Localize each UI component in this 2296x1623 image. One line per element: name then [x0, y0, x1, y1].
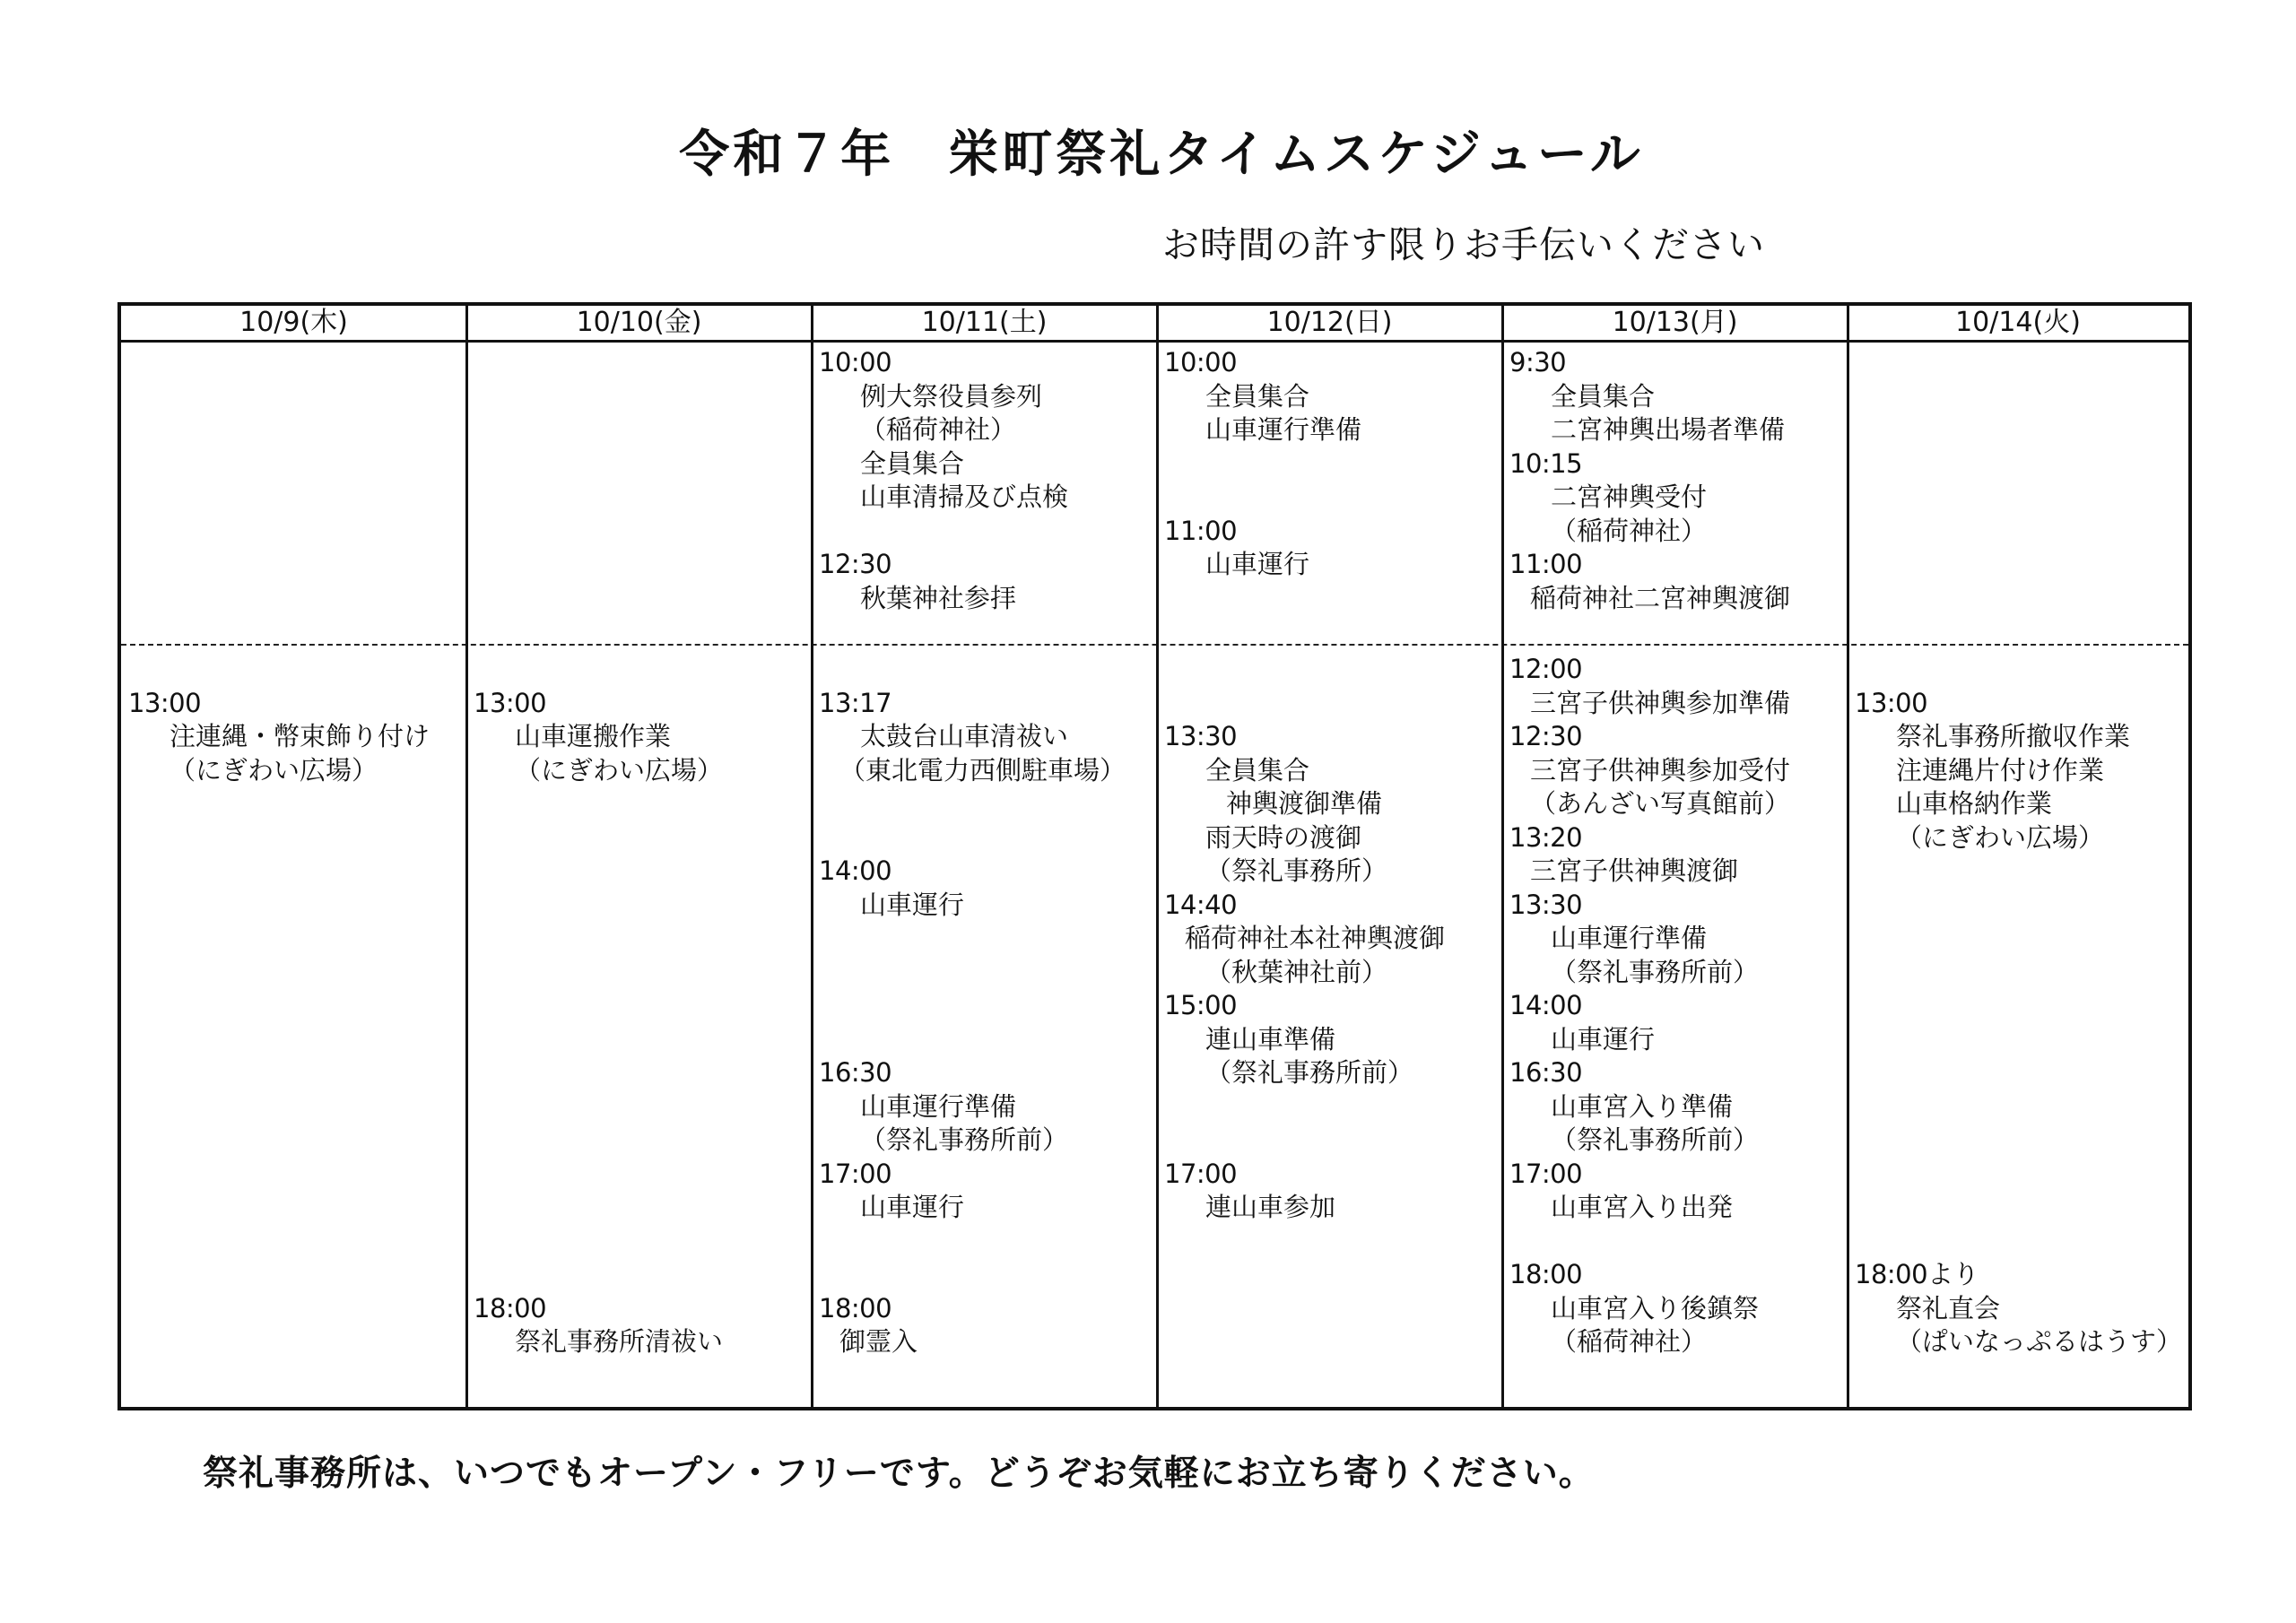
schedule-table	[117, 302, 2192, 1410]
event-text: （にぎわい広場）	[1896, 821, 2105, 853]
day-header: 10/13(月)	[1612, 307, 1738, 338]
event-time: 10:00	[819, 347, 892, 378]
event-text: 太鼓台山車清祓い	[860, 721, 1069, 751]
event-time: 18:00	[474, 1292, 547, 1324]
event-text: 全員集合	[860, 447, 965, 479]
event-text: 注連縄片付け作業	[1896, 754, 2105, 785]
column-divider	[465, 306, 468, 1407]
event-text: 山車清掃及び点検	[860, 482, 1069, 512]
event-time: 9:30	[1509, 347, 1567, 378]
event-text: （にぎわい広場）	[515, 754, 724, 785]
event-text: （にぎわい広場）	[170, 754, 378, 785]
event-text: 稲荷神社本社神輿渡御	[1185, 923, 1446, 953]
event-time: 16:30	[1509, 1057, 1583, 1088]
page-title: 令和７年 栄町祭礼タイムスケジュール	[679, 126, 1644, 184]
event-time: 10:15	[1509, 447, 1583, 479]
column-divider	[1501, 306, 1504, 1407]
event-text: 山車宮入り準備	[1551, 1090, 1734, 1122]
footer-note: 祭礼事務所は、いつでもオープン・フリーです。どうぞお気軽にお立ち寄りください。	[203, 1454, 1595, 1494]
event-text: 三宮子供神輿参加準備	[1530, 687, 1791, 718]
event-time: 11:00	[1509, 549, 1583, 579]
event-text: 連山車参加	[1205, 1192, 1336, 1222]
event-text: 祭礼直会	[1896, 1292, 2001, 1324]
event-time: 12:30	[1509, 721, 1583, 751]
event-text: 稲荷神社二宮神輿渡御	[1530, 582, 1791, 613]
event-time: 14:00	[1509, 990, 1583, 1020]
event-time: 12:00	[1509, 654, 1583, 684]
event-text: （祭礼事務所前）	[1205, 1057, 1414, 1088]
event-text: 全員集合	[1551, 380, 1656, 412]
event-text: 御霊入	[839, 1326, 918, 1357]
event-time: 13:30	[1509, 889, 1583, 920]
event-text: 祭礼事務所清祓い	[515, 1326, 724, 1357]
event-time: 13:20	[1509, 821, 1583, 853]
event-text: 山車運行	[1205, 549, 1310, 579]
event-text: 山車運行準備	[1551, 923, 1708, 953]
event-text: 祭礼事務所撤収作業	[1896, 721, 2131, 751]
day-header: 10/10(金)	[576, 307, 702, 338]
column-divider	[1156, 306, 1159, 1407]
event-text: 雨天時の渡御	[1205, 821, 1362, 853]
event-text: （祭礼事務所前）	[860, 1124, 1069, 1155]
event-time: 10:00	[1164, 347, 1238, 378]
event-time: 13:17	[819, 687, 892, 718]
event-text: （東北電力西側駐車場）	[839, 754, 1126, 785]
day-header: 10/14(火)	[1955, 307, 2081, 338]
event-text: 山車運行準備	[1205, 414, 1362, 445]
event-text: 山車格納作業	[1896, 788, 2053, 819]
event-time: 17:00	[1164, 1158, 1238, 1189]
event-text: 二宮神輿受付	[1551, 482, 1708, 512]
page-subtitle: お時間の許す限りお手伝いください	[1162, 223, 1765, 266]
event-text: （あんざい写真館前）	[1530, 788, 1791, 819]
event-time: 14:00	[819, 855, 892, 886]
event-text: 二宮神輿出場者準備	[1551, 414, 1786, 445]
event-text: 山車運搬作業	[515, 721, 672, 751]
day-header: 10/9(木)	[239, 307, 348, 338]
event-text: 三宮子供神輿参加受付	[1530, 754, 1791, 785]
event-time: 18:00より	[1855, 1259, 1979, 1289]
event-text: 三宮子供神輿渡御	[1530, 855, 1739, 886]
event-text: 山車運行準備	[860, 1090, 1017, 1122]
event-time: 13:00	[1855, 687, 1928, 718]
morning-afternoon-divider	[121, 644, 2188, 646]
event-text: 連山車準備	[1205, 1023, 1336, 1055]
event-text: （祭礼事務所前）	[1551, 956, 1760, 987]
event-text: （稲荷神社）	[860, 414, 1017, 445]
event-time: 14:40	[1164, 889, 1238, 920]
event-time: 18:00	[1509, 1259, 1583, 1289]
event-time: 18:00	[819, 1292, 892, 1324]
event-text: 山車運行	[860, 1192, 965, 1222]
event-text: （祭礼事務所）	[1205, 855, 1388, 886]
event-text: （稲荷神社）	[1551, 1326, 1708, 1357]
event-time: 12:30	[819, 549, 892, 579]
event-text: 全員集合	[1205, 380, 1310, 412]
column-divider	[1847, 306, 1849, 1407]
event-text: （祭礼事務所前）	[1551, 1124, 1760, 1155]
event-time: 16:30	[819, 1057, 892, 1088]
event-time: 13:00	[474, 687, 547, 718]
event-text: （秋葉神社前）	[1205, 956, 1388, 987]
event-time: 17:00	[1509, 1158, 1583, 1189]
event-text: 秋葉神社参拝	[860, 582, 1017, 613]
day-header: 10/11(土)	[921, 307, 1048, 338]
event-text: 山車運行	[860, 889, 965, 920]
event-text: （稲荷神社）	[1551, 515, 1708, 546]
event-text: 山車宮入り出発	[1551, 1192, 1734, 1222]
event-text: （ぱいなっぷるはうす）	[1896, 1326, 2183, 1357]
event-time: 13:30	[1164, 721, 1238, 751]
event-time: 17:00	[819, 1158, 892, 1189]
event-text: 全員集合	[1205, 754, 1310, 785]
event-text: 注連縄・幣束飾り付け	[170, 721, 430, 751]
event-text: 例大祭役員参列	[860, 380, 1043, 412]
event-text: 山車宮入り後鎮祭	[1551, 1292, 1760, 1324]
event-time: 13:00	[128, 687, 202, 718]
event-text: 神輿渡御準備	[1226, 788, 1383, 819]
event-time: 15:00	[1164, 990, 1238, 1020]
event-time: 11:00	[1164, 515, 1238, 546]
day-header: 10/12(日)	[1266, 307, 1393, 338]
event-text: 山車運行	[1551, 1023, 1656, 1055]
column-divider	[811, 306, 813, 1407]
